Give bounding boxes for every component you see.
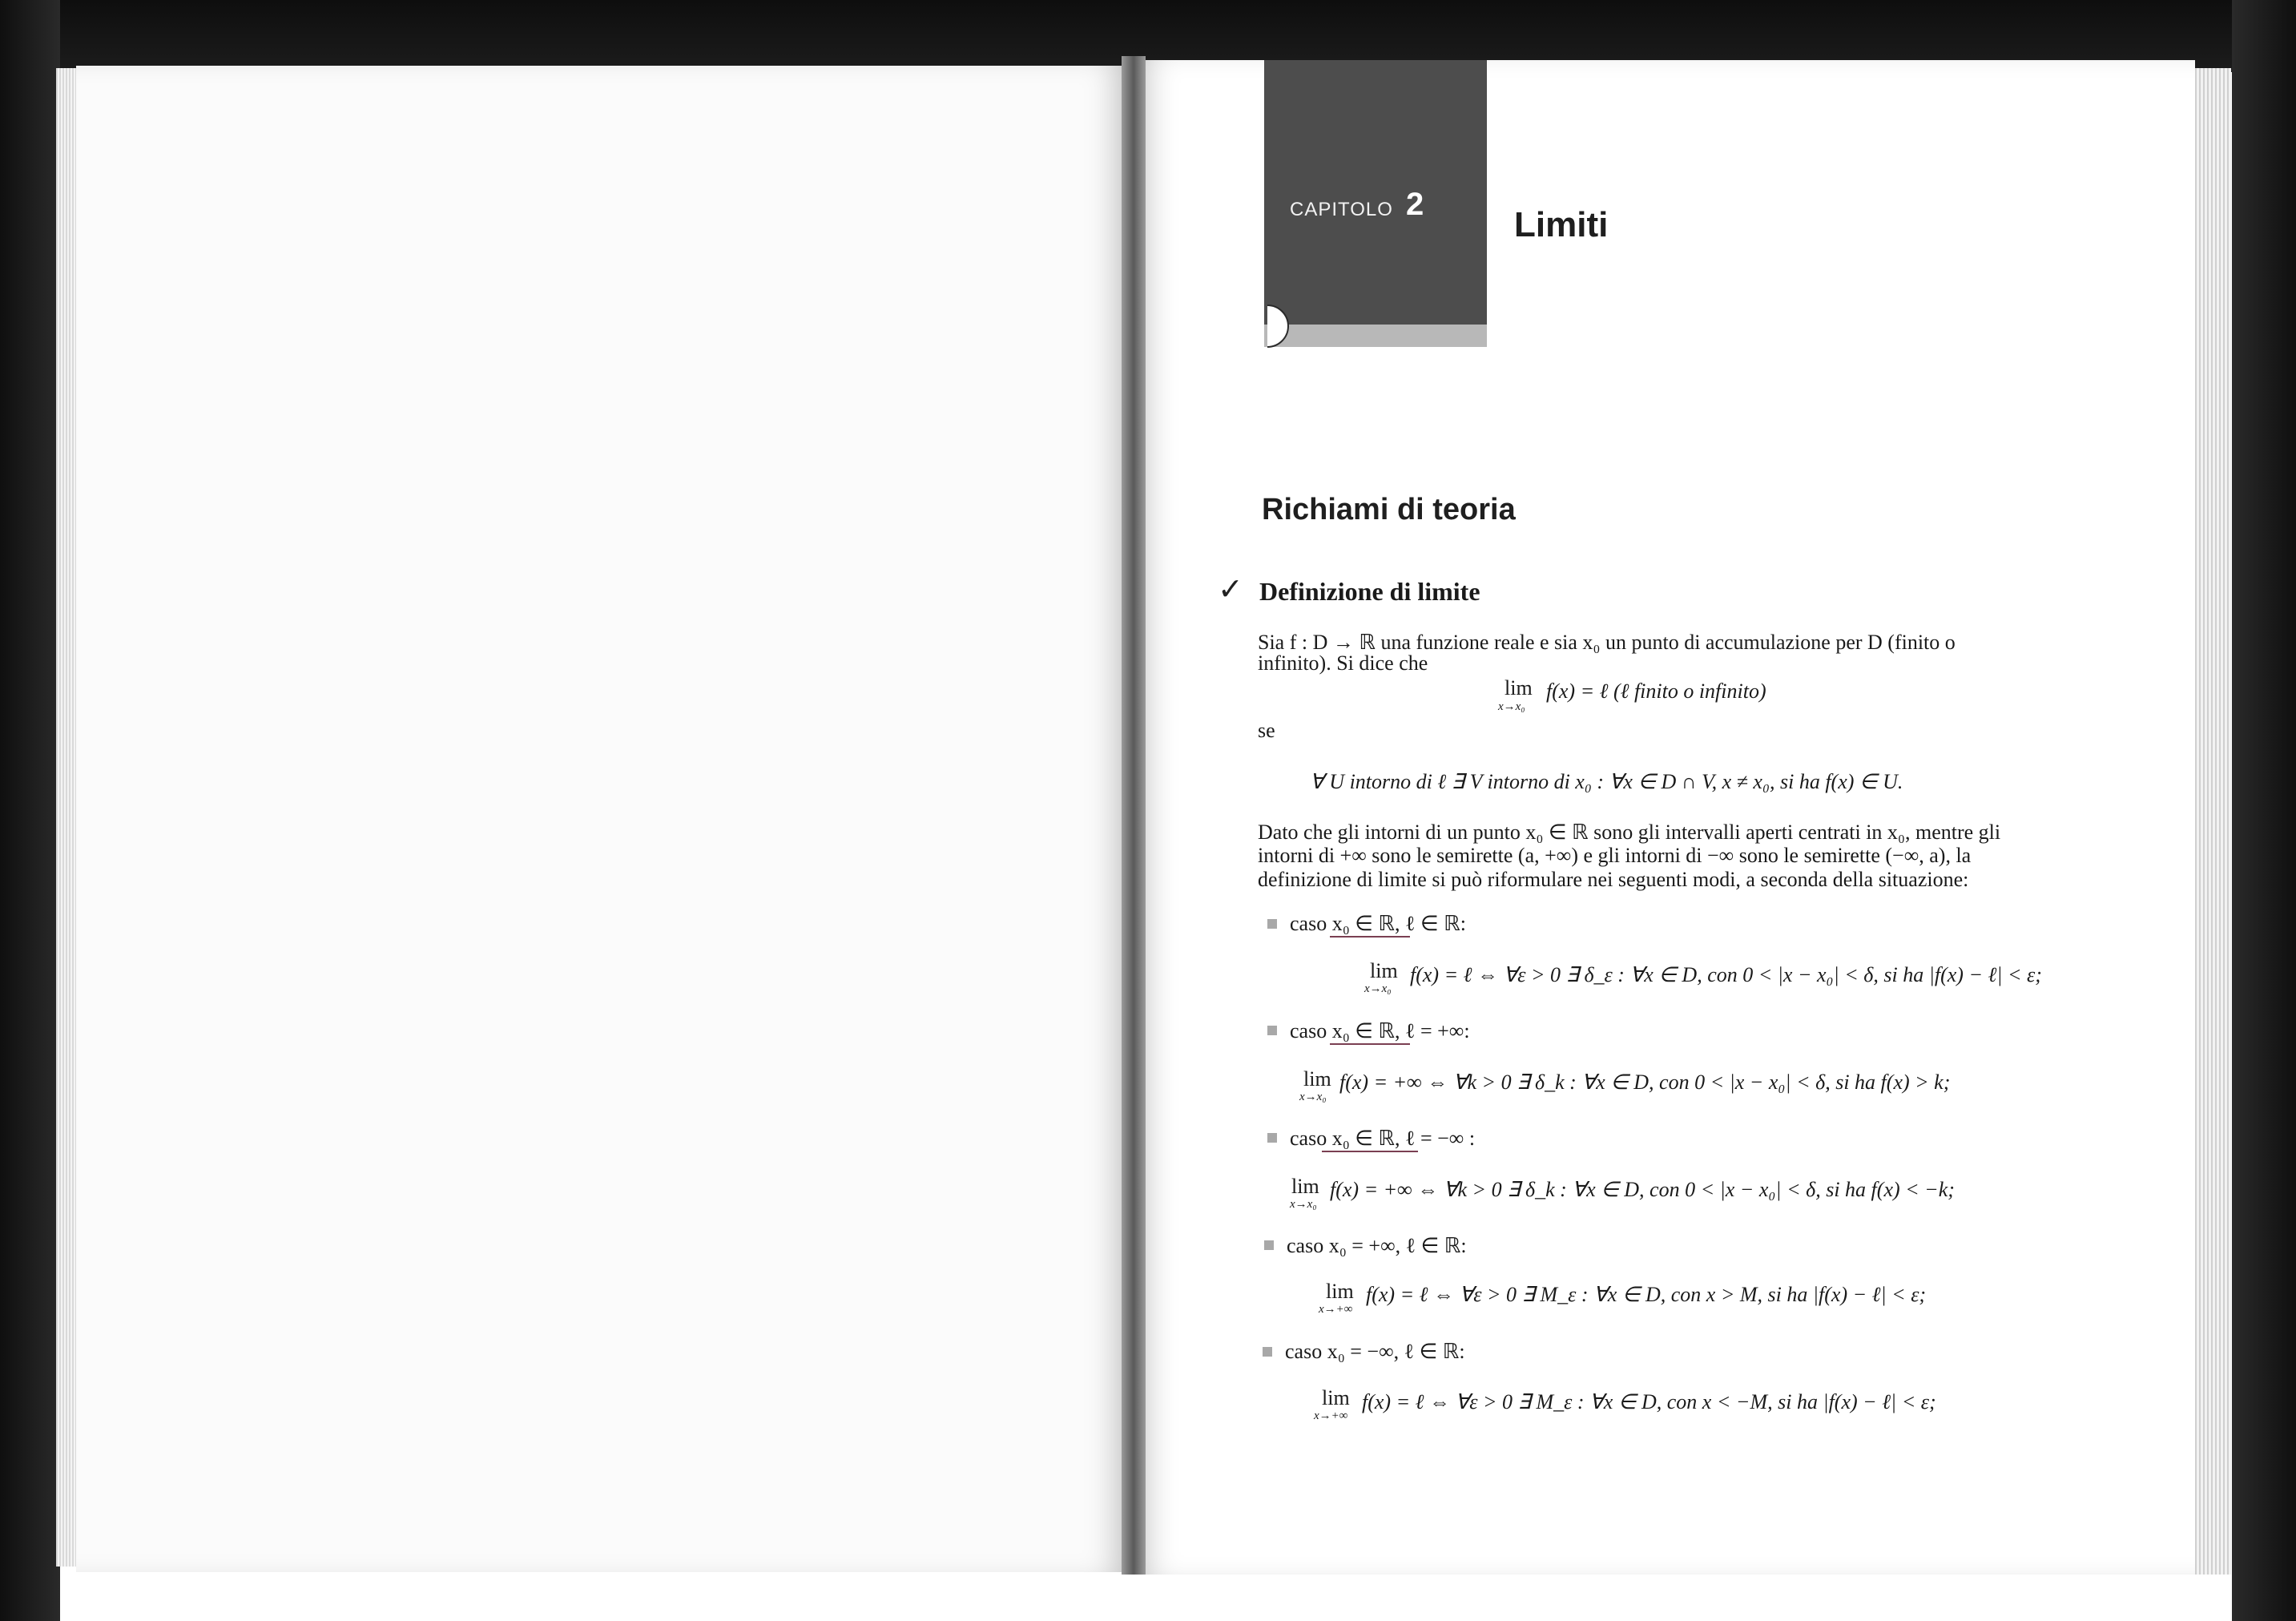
bullet-icon bbox=[1263, 1347, 1272, 1357]
chapter-header-strip bbox=[1264, 325, 1487, 347]
case-2-lim: lim bbox=[1303, 1067, 1331, 1091]
case-4-label: caso x₀ = +∞, ℓ ∈ ℝ: bbox=[1287, 1234, 1467, 1257]
paragraph-line-3: definizione di limite si può riformulare nei seguenti modi, a seconda della situazione: bbox=[1258, 868, 1969, 891]
case-3-formula: f(x) = +∞ ⇔ ∀k > 0 ∃ δ_k : ∀x ∈ D, con 0 < |x − x₀| < δ, si ha f(x) < −k; bbox=[1330, 1178, 1955, 1201]
case-3-lim-subscript: x→x₀ bbox=[1290, 1198, 1317, 1211]
definition-condition: ∀ U intorno di ℓ ∃ V intorno di x₀ : ∀x ∈ D ∩ V, x ≠ x₀, si ha f(x) ∈ U. bbox=[1310, 770, 1903, 793]
bullet-icon bbox=[1267, 1026, 1277, 1035]
intro-line-1: Sia f : D → ℝ una funzione reale e sia x₀ un punto di accumulazione per D (finito o bbox=[1258, 631, 1956, 654]
bullet-icon bbox=[1264, 1240, 1274, 1250]
paragraph-line-1: Dato che gli intorni di un punto x₀ ∈ ℝ sono gli intervalli aperti centrati in x₀, mentre gli bbox=[1258, 821, 2001, 844]
scanner-border-right bbox=[2232, 0, 2296, 1621]
definition-formula: f(x) = ℓ (ℓ finito o infinito) bbox=[1546, 679, 1766, 703]
chapter-header-box bbox=[1264, 60, 1487, 325]
case-4-lim-subscript: x→+∞ bbox=[1319, 1303, 1353, 1316]
pen-underline bbox=[1322, 1151, 1418, 1152]
se-word: se bbox=[1258, 719, 1275, 742]
left-page-blank bbox=[76, 66, 1126, 1572]
bullet-icon bbox=[1267, 1133, 1277, 1143]
case-1-formula: f(x) = ℓ ⇔ ∀ε > 0 ∃ δ_ε : ∀x ∈ D, con 0 < |x − x₀| < δ, si ha |f(x) − ℓ| < ε; bbox=[1410, 963, 2042, 986]
case-5-label: caso x₀ = −∞, ℓ ∈ ℝ: bbox=[1285, 1340, 1465, 1363]
case-1-label: caso x₀ ∈ ℝ, ℓ ∈ ℝ: bbox=[1290, 912, 1466, 935]
case-4-formula: f(x) = ℓ ⇔ ∀ε > 0 ∃ M_ε : ∀x ∈ D, con x > M, si ha |f(x) − ℓ| < ε; bbox=[1366, 1283, 1927, 1306]
page-edges-right bbox=[2191, 68, 2231, 1575]
pen-underline bbox=[1330, 1043, 1410, 1045]
bullet-icon bbox=[1267, 919, 1277, 929]
chapter-title: Limiti bbox=[1514, 205, 1609, 244]
section-title: Richiami di teoria bbox=[1262, 493, 1516, 526]
case-4-lim: lim bbox=[1326, 1280, 1354, 1303]
scanner-border-left bbox=[0, 0, 60, 1621]
intro-line-2: infinito). Si dice che bbox=[1258, 651, 1428, 675]
definition-lim-subscript: x→x₀ bbox=[1498, 700, 1525, 713]
subsection-title: Definizione di limite bbox=[1259, 577, 1480, 606]
case-5-formula: f(x) = ℓ ⇔ ∀ε > 0 ∃ M_ε : ∀x ∈ D, con x < −M, si ha |f(x) − ℓ| < ε; bbox=[1362, 1390, 1936, 1413]
paragraph-line-2: intorni di +∞ sono le semirette (a, +∞) e gli intorni di −∞ sono le semirette (−∞, a), la bbox=[1258, 844, 1972, 867]
definition-lim: lim bbox=[1504, 676, 1533, 700]
checkmark-icon: ✓ bbox=[1218, 573, 1243, 607]
pen-underline bbox=[1330, 936, 1410, 938]
case-5-lim: lim bbox=[1322, 1386, 1350, 1409]
book-gutter bbox=[1122, 56, 1146, 1575]
case-1-lim-subscript: x→x₀ bbox=[1364, 982, 1392, 995]
case-2-lim-subscript: x→x₀ bbox=[1299, 1091, 1327, 1103]
chapter-label: CAPITOLO bbox=[1290, 199, 1393, 220]
case-2-label: caso x₀ ∈ ℝ, ℓ = +∞: bbox=[1290, 1019, 1470, 1042]
case-2-formula: f(x) = +∞ ⇔ ∀k > 0 ∃ δ_k : ∀x ∈ D, con 0 < |x − x₀| < δ, si ha f(x) > k; bbox=[1339, 1071, 1951, 1094]
case-3-label: caso x₀ ∈ ℝ, ℓ = −∞ : bbox=[1290, 1127, 1476, 1150]
case-3-lim: lim bbox=[1291, 1175, 1319, 1198]
case-1-lim: lim bbox=[1370, 959, 1398, 982]
case-5-lim-subscript: x→+∞ bbox=[1314, 1409, 1348, 1422]
chapter-number: 2 bbox=[1406, 187, 1424, 222]
